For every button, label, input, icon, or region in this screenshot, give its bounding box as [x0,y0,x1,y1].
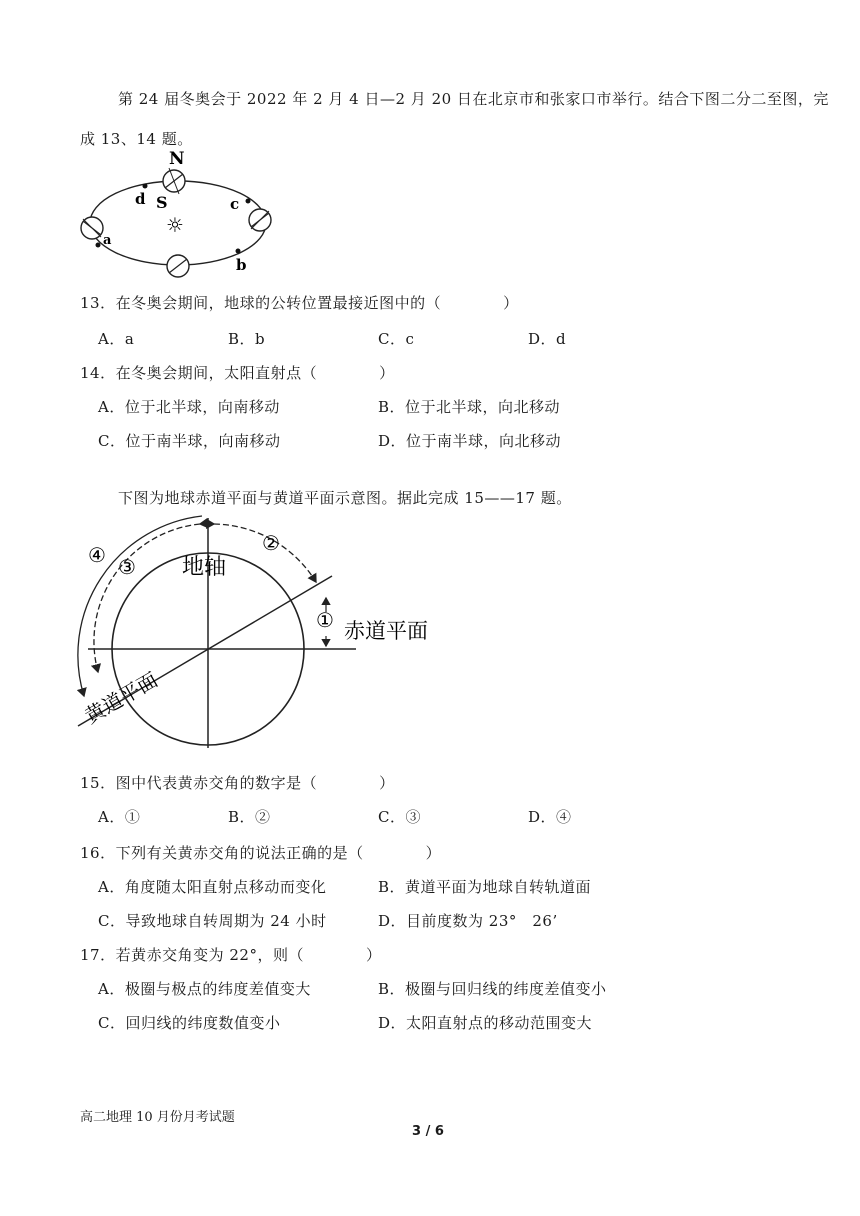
question-16-stem: 16．下列有关黄赤交角的说法正确的是（ ） [80,844,442,862]
earth-top [163,168,185,194]
question-15-option-c: C．③ [378,808,421,826]
earth-axis-label: 地轴 [182,555,227,580]
mark-1: ① [316,608,334,632]
label-S: S [156,193,168,212]
question-17-option-d: D．太阳直射点的移动范围变大 [378,1014,593,1032]
footer-exam-title: 高二地理 10 月份月考试题 [80,1110,235,1125]
intro2-paragraph: 下图为地球赤道平面与黄道平面示意图。据此完成 15——17 题。 [118,489,572,507]
label-N: N [169,149,185,169]
question-14-option-b: B．位于北半球，向北移动 [378,398,561,416]
point-b [236,249,241,254]
earth-left [81,217,103,239]
equator-plane-label: 赤道平面 [344,619,428,643]
ecliptic-plane-label: 黄道平面 [80,667,162,729]
point-a [96,243,101,248]
question-15-stem: 15．图中代表黄赤交角的数字是（ ） [80,774,395,792]
question-17-option-c: C．回归线的纬度数值变小 [98,1014,281,1032]
question-17-stem: 17．若黄赤交角变为 22°，则（ ） [80,946,382,964]
question-13-option-b: B．b [228,330,266,348]
question-14-option-d: D．位于南半球，向北移动 [378,432,562,450]
label-d: d [135,190,146,208]
mark-4: ④ [88,543,106,567]
page-number: 3 / 6 [412,1124,444,1139]
question-15-option-d: D．④ [528,808,572,826]
question-16-option-a: A．角度随太阳直射点移动而变化 [98,878,327,896]
earth-bottom [167,255,189,277]
mark-3: ③ [118,555,136,579]
point-c [246,199,251,204]
label-b: b [236,256,247,274]
mark-2: ② [262,531,280,555]
intro-paragraph-line1: 第 24 届冬奥会于 2022 年 2 月 4 日—2 月 20 日在北京市和张家口市举行。结合下图二分二至图，完 [118,90,829,108]
question-13-stem: 13．在冬奥会期间，地球的公转位置最接近图中的（ ） [80,294,519,312]
question-17-option-a: A．极圈与极点的纬度差值变大 [98,980,311,998]
question-15-option-b: B．② [228,808,271,826]
question-16-option-c: C．导致地球自转周期为 24 小时 [98,912,327,930]
solstice-equinox-orbit-diagram [70,146,290,276]
question-13-option-c: C．c [378,330,415,348]
question-13-option-d: D．d [528,330,567,348]
question-17-option-b: B．极圈与回归线的纬度差值变小 [378,980,607,998]
question-14-option-a: A．位于北半球，向南移动 [98,398,280,416]
question-16-option-d: D．目前度数为 23° 26’ [378,912,558,930]
label-c: c [230,195,240,213]
label-a: a [103,233,112,248]
angle-arc-3 [94,524,200,672]
question-16-option-b: B．黄道平面为地球自转轨道面 [378,878,592,896]
question-14-stem: 14．在冬奥会期间，太阳直射点（ ） [80,364,395,382]
point-d [143,184,148,189]
question-13-option-a: A．a [98,330,135,348]
equator-ecliptic-plane-diagram [70,512,428,756]
question-14-option-c: C．位于南半球，向南移动 [98,432,281,450]
sun-icon: ☼ [166,213,184,237]
intro-paragraph-line2: 成 13、14 题。 [80,130,193,148]
earth-right [249,209,271,231]
question-15-option-a: A．① [98,808,141,826]
